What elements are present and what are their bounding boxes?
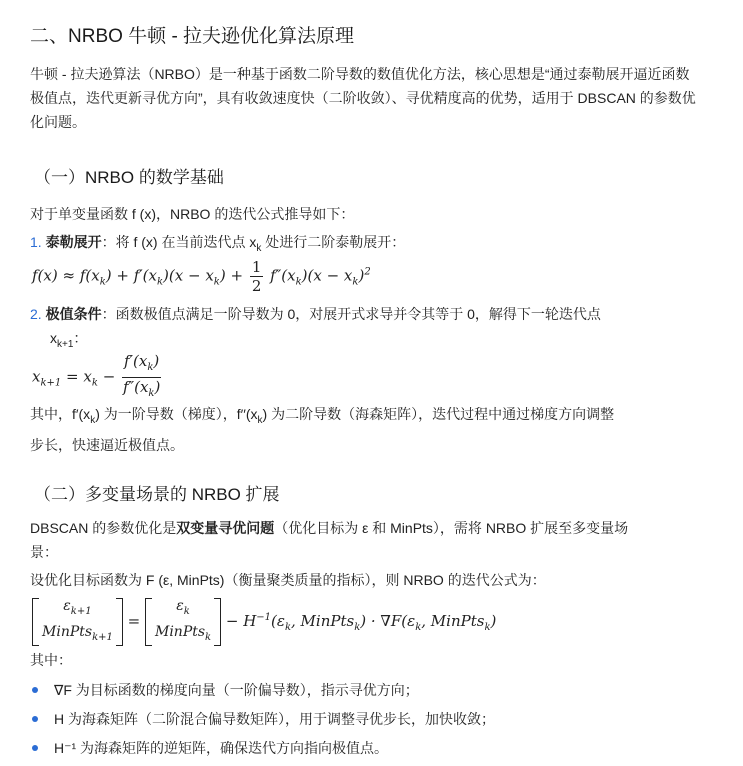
explain-paragraph [30,402,700,457]
section2-heading: （二）多变量场景的 NRBO 扩展 [34,485,280,504]
bullet-icon [32,745,38,751]
section2-lead-bold: 双变量寻优问题 [176,520,275,536]
step2 [30,302,700,326]
taylor-formula: $f(x) \approx f(x_k) + f'(x_k)(x - x_k)$ + $\frac{1}{2}$ $f''(x_k)(x - x_k)^2$ [32,258,371,295]
section2-lead-a: DBSCAN 的参数优化是 [30,520,177,536]
step1-number: 1. [30,234,42,250]
explain-a: 其中，f′(x [30,406,91,422]
explain-sub1: k [90,414,96,426]
step1-sub: k [256,242,262,254]
section2-lead [30,516,700,564]
list-item [30,678,419,702]
explain-sub2: k [257,414,263,426]
step2-title: 极值条件 [45,306,102,322]
section1-lead: 对于单变量函数 f (x)，NRBO 的迭代公式推导如下： [30,206,355,222]
step1-title: 泰勒展开 [45,234,102,250]
step2-line2-sub: k+1 [57,338,74,350]
list-item [30,707,495,731]
where-label: 其中： [30,652,72,668]
step2-number: 2. [30,306,42,322]
bullet-icon [32,687,38,693]
explain-c: ) 为二阶导数（海森矩阵），迭代过程中通过梯度方向调整 [262,406,615,422]
step2-text: ：函数极值点满足一阶导数为 0，对展开式求导并令其等于 0，解得下一轮迭代点 [101,306,601,322]
step1-tail: 处进行二阶泰勒展开： [261,234,406,250]
bullet-text: ∇F 为目标函数的梯度向量（一阶偏导数），指示寻优方向； [54,682,419,698]
section2-lead-line2: 景： [30,544,58,560]
section2-lead-b: （优化目标为 ε 和 MinPts），需将 NRBO 扩展至多变量场 [274,520,629,536]
bullet-text: H⁻¹ 为海森矩阵的逆矩阵，确保迭代方向指向极值点。 [54,740,389,756]
bullet-text: H 为海森矩阵（二阶混合偏导数矩阵），用于调整寻优步长，加快收敛； [54,711,495,727]
explain-line2: 步长，快速逼近极值点。 [30,436,184,453]
section-title: 二、NRBO 牛顿 - 拉夫逊优化算法原理 [30,26,355,47]
objective-text: 设优化目标函数为 F (ε, MinPts)（衡量聚类质量的指标），则 NRBO 的迭代公式为： [30,572,546,588]
multivariate-update-formula: $\varepsilon_{k+1}$ MinPts$_{k+1}$ = $\varepsilon_k$ MinPts$_k$ − $H^{-1}(\varepsilon_k$, MinPts$_k$) · $\nabla F(\varepsilon_k$, MinPts$_k$) [32,596,496,648]
step1 [30,230,700,261]
step2-line2-tail: ： [73,330,88,346]
list-item [30,736,388,760]
section1-heading: （一）NRBO 的数学基础 [34,168,224,187]
newton-update-formula: $x_{k+1} = x_k$ − $\frac{f'(x_k)}{f''(x_k)}$ [32,352,161,399]
bullet-icon [32,716,38,722]
step1-text: ：将 f (x) 在当前迭代点 x [101,234,257,250]
intro-paragraph: 牛顿 - 拉夫逊算法（NRBO）是一种基于函数二阶导数的数值优化方法，核心思想是“通过泰勒展开逼近函数极值点，迭代更新寻优方向”，具有收敛速度快（二阶收敛）、寻优精度高的优势，适用于 DBSCAN 的参数优化问题。 [30,66,696,130]
explain-b: ) 为一阶导数（梯度），f′′(x [95,406,258,422]
step2-line2-var: x [50,330,57,346]
